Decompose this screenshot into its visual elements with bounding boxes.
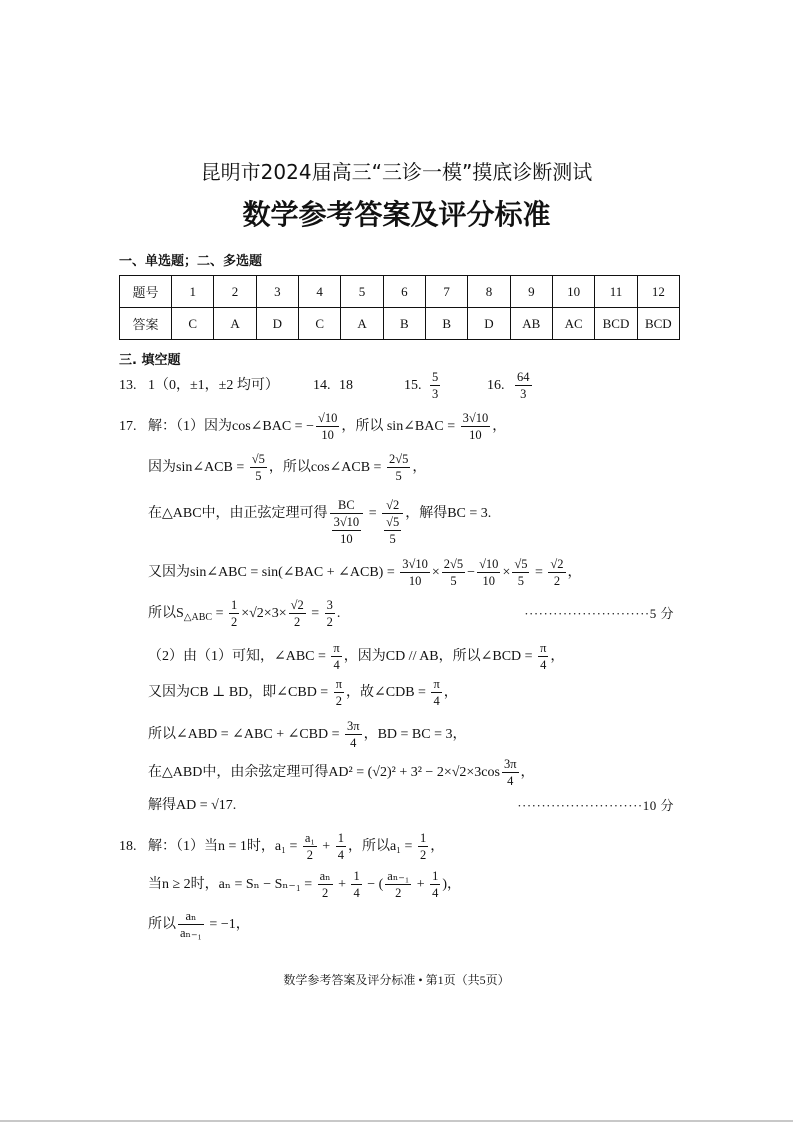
text-segment: ， (520, 765, 535, 780)
fraction-numerator: aₙ (178, 909, 204, 925)
fraction-denominator: 2 (335, 694, 342, 709)
solution-line (148, 790, 236, 822)
solution-line (148, 677, 458, 709)
fraction (250, 452, 267, 483)
fraction-numerator: 1 (337, 831, 344, 846)
fraction-numerator: 2√5 (388, 452, 409, 467)
complex-fraction (330, 498, 364, 546)
fraction-denominator: 4 (433, 694, 440, 709)
text-segment: 所以 (148, 917, 176, 932)
solution-line (148, 557, 582, 589)
score-marker: ··························5 分 (524, 606, 674, 621)
fraction-denominator: 2 (553, 574, 561, 589)
fraction-numerator: 64 (517, 370, 530, 385)
fraction-denominator: 3 (432, 387, 439, 402)
answer-cell: B (383, 308, 425, 340)
text-segment: ，故∠CDB = (346, 685, 430, 700)
question-number-cell: 11 (595, 276, 637, 308)
fraction (477, 557, 500, 588)
fraction-numerator: 5 (432, 370, 439, 385)
question-number: 13. (119, 378, 137, 393)
fraction-denominator: 10 (469, 428, 482, 443)
fraction-numerator: √10 (479, 557, 499, 572)
fraction (351, 869, 361, 900)
fraction (303, 831, 317, 862)
answer-cell: BCD (637, 308, 679, 340)
question-number-cell: 12 (637, 276, 679, 308)
fraction-denominator (330, 514, 364, 546)
document-title: 昆明市2024届高三“三诊一模”摸底诊断测试 (200, 160, 593, 184)
text-segment: . (336, 606, 341, 621)
question-number-cell: 9 (510, 276, 552, 308)
question-number-cell: 10 (552, 276, 594, 308)
fraction-numerator: 1 (432, 869, 439, 884)
fraction-denominator: 2 (321, 886, 329, 901)
fraction (289, 598, 306, 629)
fraction (512, 557, 529, 588)
solution-line (148, 598, 340, 630)
fraction-numerator: a₁ (304, 831, 315, 846)
solution-line (148, 641, 564, 673)
question-number-cell: 5 (341, 276, 383, 308)
fraction-numerator: 3√10 (402, 557, 428, 572)
fraction (442, 557, 465, 588)
fraction-numerator: 3√10 (333, 515, 360, 529)
text-segment: ，解得BC = 3. (405, 506, 492, 522)
fraction-numerator: 3√10 (462, 411, 489, 426)
text-segment: 解得AD = √17. (148, 798, 237, 813)
fraction-numerator: 1 (353, 869, 360, 884)
fraction-denominator: 5 (517, 574, 525, 589)
solution-line (148, 909, 250, 941)
text-segment: + (334, 877, 350, 892)
fraction-numerator: 3π (503, 757, 517, 772)
fraction-numerator: √2 (290, 598, 304, 613)
fraction-denominator: 2 (230, 615, 238, 630)
fraction (385, 869, 411, 900)
fraction-denominator: 4 (507, 774, 514, 789)
text-segment: = (212, 606, 227, 621)
text-segment: × (431, 565, 440, 580)
fraction-denominator: 4 (353, 886, 360, 901)
fraction (345, 719, 362, 750)
text-segment: （2）由（1）可知，∠ABC = (148, 649, 330, 664)
fraction-denominator: 4 (337, 848, 344, 863)
fraction (325, 598, 335, 629)
solution-line (148, 831, 444, 863)
answer-cell: C (299, 308, 341, 340)
fraction-denominator: 5 (450, 574, 457, 589)
fraction-denominator: 10 (482, 574, 495, 589)
fraction-numerator: 3 (326, 598, 333, 613)
text-segment: ， (430, 839, 445, 854)
fraction (461, 411, 491, 442)
text-segment: ，所以a₁ = (347, 839, 416, 854)
question-number-cell: 2 (214, 276, 256, 308)
answer-fraction-line (513, 370, 534, 402)
question-number-cell: 7 (426, 276, 468, 308)
text-segment: 解：（1）当n = 1时，a₁ = (148, 839, 301, 854)
text-segment: )， (442, 877, 462, 892)
fraction (334, 677, 344, 708)
fraction-denominator: 5 (395, 469, 402, 484)
text-segment: × (502, 565, 511, 580)
fraction-denominator (382, 514, 403, 546)
text-segment: 所以∠ABD = ∠ABC + ∠CBD = (148, 727, 344, 742)
text-segment: ， (412, 460, 427, 475)
text-segment: ， (550, 649, 565, 664)
fraction-denominator: 2 (306, 848, 313, 863)
fraction-numerator: √2 (550, 557, 564, 572)
fraction-numerator: aₙ (319, 869, 331, 884)
fraction-denominator: 10 (408, 574, 422, 589)
answer-cell: BCD (595, 308, 637, 340)
fraction (336, 831, 346, 862)
table-row-label: 答案 (120, 308, 172, 340)
text-segment: 在△ABD中，由余弦定理可得AD² = (√2)² + 3² − 2×√2×3cos (148, 765, 500, 780)
fraction-numerator: √5 (386, 515, 400, 529)
fraction-denominator: 10 (340, 532, 353, 546)
fraction-numerator: 1 (419, 831, 427, 846)
text-segment: = (307, 606, 323, 621)
fraction-numerator: π (333, 641, 340, 656)
fraction-denominator: 5 (389, 532, 396, 546)
text-segment: ，所以 sin∠BAC = (341, 419, 459, 434)
text-segment: ×√2×3× (241, 606, 287, 621)
answer-text: 1（0，±1，±2 均可） (148, 378, 279, 393)
fraction (331, 641, 341, 672)
page-footer: 数学参考答案及评分标准 • 第1页（共5页） (283, 973, 510, 987)
text-segment: ， (492, 419, 507, 434)
fraction-denominator: 2 (294, 615, 301, 630)
question-number-cell: 8 (468, 276, 510, 308)
fraction (418, 831, 428, 862)
question-number: 15. (404, 378, 422, 393)
text-segment: 又因为CB ⊥ BD，即∠CBD = (148, 685, 332, 700)
fraction-numerator: √5 (514, 557, 528, 572)
score-marker: ··························10 分 (517, 798, 674, 813)
answer-cell: D (468, 308, 510, 340)
table-row-question-numbers (120, 276, 680, 308)
complex-fraction (382, 498, 403, 546)
fraction (430, 370, 440, 401)
question-number: 17. (119, 419, 137, 434)
text-segment: − (467, 565, 476, 580)
fraction-denominator: 3 (520, 387, 527, 402)
text-segment: ， (567, 565, 582, 580)
text-segment: = (531, 565, 547, 580)
fraction-numerator: π (335, 677, 343, 692)
fraction-numerator: aₙ₋₁ (387, 869, 410, 884)
solution-line (148, 757, 535, 789)
solution-line (148, 869, 461, 901)
fraction-numerator: 1 (230, 598, 238, 613)
fraction (431, 677, 441, 708)
answer-cell: B (426, 308, 468, 340)
question-number-cell: 1 (172, 276, 214, 308)
text-segment: 在△ABC中，由正弦定理可得 (148, 506, 328, 522)
fraction-numerator: √2 (382, 498, 403, 514)
section-heading-choice: 一、单选题；二、多选题 (119, 254, 263, 269)
fraction-numerator: 3π (347, 719, 360, 734)
table-row-answers (120, 308, 680, 340)
text-segment: ，因为CD // AB，所以∠BCD = (343, 649, 537, 664)
table-row-label: 题号 (120, 276, 172, 308)
answer-cell: AB (510, 308, 552, 340)
solution-line (148, 490, 492, 546)
solution-line (148, 411, 506, 443)
answer-cell: A (341, 308, 383, 340)
solution-line (148, 719, 467, 751)
fraction-denominator: 4 (540, 658, 547, 673)
fraction-denominator: 4 (350, 736, 357, 751)
document-subtitle: 数学参考答案及评分标准 (242, 198, 551, 231)
fraction-denominator: 2 (419, 848, 427, 863)
answer-cell: AC (552, 308, 594, 340)
answer-cell: C (172, 308, 214, 340)
fraction (178, 909, 204, 940)
question-number: 14. (313, 378, 331, 393)
fraction (430, 869, 440, 900)
question-number-cell: 3 (256, 276, 298, 308)
question-number-cell: 4 (299, 276, 341, 308)
fraction-numerator: √5 (251, 452, 265, 467)
fraction-denominator: 5 (255, 469, 262, 484)
section-heading-fill: 三. 填空题 (119, 353, 181, 368)
solution-line (148, 452, 426, 484)
fraction-numerator: π (433, 677, 440, 692)
fraction (318, 869, 333, 900)
fraction-numerator: 2√5 (443, 557, 464, 572)
fraction (538, 641, 548, 672)
fraction-numerator: π (540, 641, 547, 656)
fraction (384, 515, 401, 546)
text-segment: = (365, 506, 381, 522)
question-number-cell: 6 (383, 276, 425, 308)
text-segment: + (413, 877, 429, 892)
fraction (515, 370, 532, 401)
subscript: △ABC (183, 612, 213, 623)
fraction (332, 515, 362, 546)
text-segment: + (318, 839, 334, 854)
text-segment: ，BD = BC = 3， (363, 727, 467, 742)
question-number: 16. (487, 378, 505, 393)
question-number: 18. (119, 839, 137, 854)
text-segment: 所以S (148, 606, 184, 621)
answer-cell: D (256, 308, 298, 340)
answer-text: 18 (339, 378, 353, 393)
fraction (316, 411, 339, 442)
text-segment: ，所以cos∠ACB = (268, 460, 385, 475)
fraction-denominator: 2 (326, 615, 333, 630)
fraction-denominator: 4 (333, 658, 340, 673)
fraction-denominator: 4 (432, 886, 439, 901)
text-segment: 解：（1）因为cos∠BAC = − (148, 419, 314, 434)
fraction-denominator: 10 (321, 428, 334, 443)
text-segment: = −1， (205, 917, 250, 932)
text-segment: − ( (363, 877, 384, 892)
text-segment: 因为sin∠ACB = (148, 460, 248, 475)
text-segment: ， (443, 685, 458, 700)
answer-cell: A (214, 308, 256, 340)
answer-fraction-line (428, 370, 442, 402)
fraction-numerator: √10 (317, 411, 338, 426)
fraction (229, 598, 239, 629)
fraction (387, 452, 410, 483)
text-segment: 当n ≥ 2时，aₙ = Sₙ − Sₙ₋₁ = (148, 877, 316, 892)
fraction (548, 557, 565, 588)
fraction-denominator: aₙ₋₁ (180, 926, 202, 941)
answer-table (119, 275, 680, 340)
text-segment: 又因为sin∠ABC = sin(∠BAC + ∠ACB) = (148, 565, 399, 580)
fraction (502, 757, 519, 788)
fraction-numerator: BC (330, 498, 364, 514)
fraction (400, 557, 430, 588)
fraction-denominator: 2 (395, 886, 402, 901)
